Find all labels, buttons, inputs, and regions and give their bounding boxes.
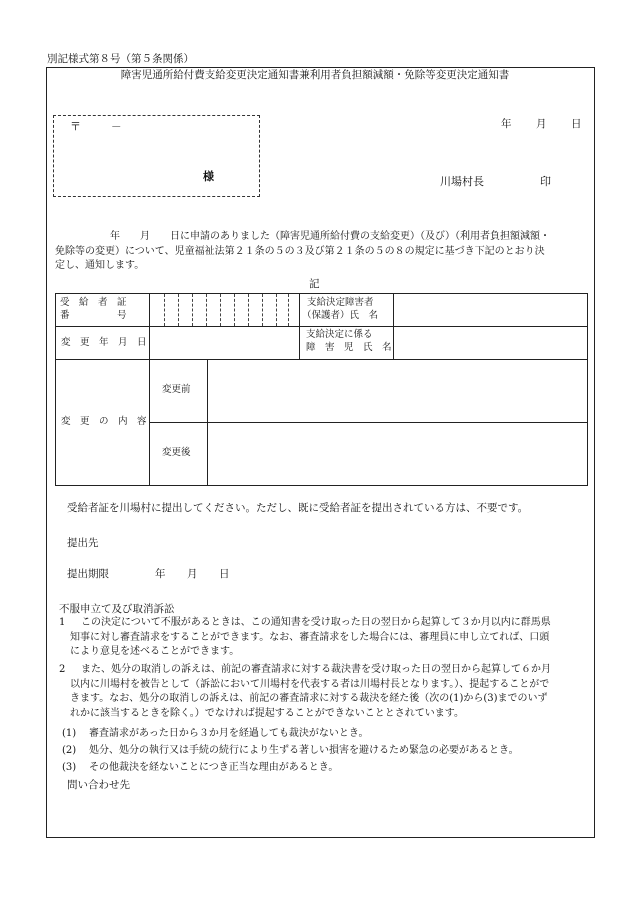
body-line-1: 年 月 日に申請のありました（障害児通所給付費の支給変更）（及び）（利用者負担額減額・: [110, 231, 550, 242]
deadline-label: 提出期限: [67, 568, 109, 580]
body-line-2: 免除等の変更）について、児童福祉法第２１条の５の３及び第２１条の５の８の規定に基づき下記のとおり決: [55, 245, 545, 257]
submit-to-label: 提出先: [67, 537, 99, 549]
issuer-name: 川場村長: [440, 175, 484, 188]
guardian-name-label-2: （保護者）氏 名: [302, 310, 379, 321]
child-name-field[interactable]: [394, 327, 587, 359]
after-change-label: 変更後: [162, 447, 191, 458]
date-month: 月: [536, 118, 547, 130]
recipient-number-label-1: 受 給 者 証: [60, 297, 127, 308]
deadline-month: 月: [187, 568, 198, 580]
recipient-address-box: [53, 115, 260, 197]
decision-table: [55, 293, 588, 486]
appeal-item-1-line-3: により意見を述べることができます。: [70, 646, 240, 657]
sub-item-2: 処分、処分の執行又は手続の続行により生ずる著しい損害を避けるため緊急の必要があるとき。: [89, 745, 519, 756]
contact-label: 問い合わせ先: [67, 779, 130, 791]
appeal-item-2-line-4: れかに該当するときを除く。）でなければ提起することができないこととされています。: [70, 707, 464, 719]
sub-item-3: その他裁決を経ないことにつき正当な理由があるとき。: [89, 762, 339, 773]
after-change-field[interactable]: [208, 423, 587, 485]
deadline-year: 年: [155, 568, 166, 580]
sub-item-1-number: (1): [62, 728, 77, 739]
change-date-label: 変 更 年 月 日: [61, 337, 147, 348]
submission-notice: 受給者証を川場村に提出してください。ただし、既に受給者証を提出されている方は、不要です。: [67, 502, 529, 514]
body-line-3: 定し、通知します。: [55, 260, 145, 271]
child-name-label-1: 支給決定に係る: [306, 329, 373, 340]
document-title: 障害児通所給付費支給変更決定通知書兼利用者負担額減額・免除等変更決定通知書: [120, 69, 510, 81]
recipient-number-label-2: 番 号: [60, 310, 127, 321]
seal-mark: 印: [540, 175, 551, 188]
appeal-item-2-line-3: きます。なお、処分の取消しの訴えは、前記の審査請求に対する裁決を経た後（次の(1)から(3)までのいず: [70, 693, 548, 704]
sub-item-3-number: (3): [62, 762, 77, 773]
appeal-item-2-line-1: また、処分の取消しの訴えは、前記の審査請求に対する裁決書を受け取った日の翌日から起算して６か月: [81, 664, 551, 675]
sub-item-1: 審査請求があった日から３か月を経過しても裁決がないとき。: [89, 728, 369, 739]
postal-mark: 〒: [70, 120, 81, 133]
date-year: 年: [501, 118, 512, 130]
appeal-heading: 不服申立て及び取消訴訟: [59, 603, 175, 615]
guardian-name-label-1: 支給決定障害者: [307, 297, 374, 308]
change-content-label: 変 更 の 内 容: [61, 416, 147, 427]
appeal-item-2-number: 2: [59, 664, 66, 675]
honorific-sama: 様: [203, 170, 214, 183]
deadline-day: 日: [219, 568, 230, 580]
ki-heading: 記: [309, 278, 320, 290]
appeal-item-1-line-1: この決定について不服があるときは、この通知書を受け取った日の翌日から起算して３か月以内に群馬県: [81, 617, 551, 628]
appeal-item-2-line-2: 以内に川場村を被告として（訴訟において川場村を代表する者は川場村長となります。）、提起することがで: [70, 678, 550, 690]
form-number: 別記様式第８号（第５条関係）: [47, 53, 194, 65]
child-name-label-2: 障 害 児 氏 名: [306, 342, 392, 353]
appeal-item-1-line-2: 知事に対し審査請求をすることができます。なお、審査請求をした場合には、審理員に申し立てれば、口頭: [70, 631, 550, 643]
date-day: 日: [571, 118, 582, 130]
sub-item-2-number: (2): [62, 745, 77, 756]
change-date-field[interactable]: [150, 327, 299, 359]
guardian-name-field[interactable]: [394, 294, 587, 326]
appeal-item-1-number: 1: [59, 617, 66, 628]
postal-dash: －: [111, 121, 122, 133]
before-change-label: 変更前: [162, 384, 191, 395]
before-change-field[interactable]: [208, 360, 587, 422]
